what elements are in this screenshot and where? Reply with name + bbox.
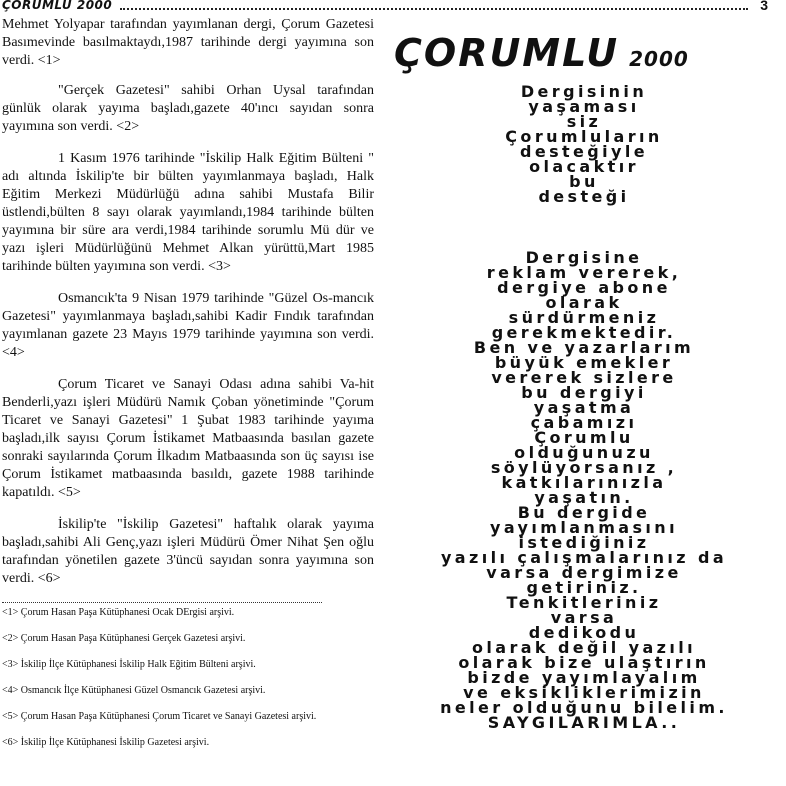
article-paragraph: 1 Kasım 1976 tarihinde "İskilip Halk Eğitim Bülteni " adı altında İskilip'te bir bülten yayımlanmaya başladı, Halk Eğitim Merkezi Müdürlüğü adına sahibi Mustafa Bilir üstlendi,bülten 8 sayı olarak yayımlandı,1984 tarihinde bülten yayımına bir süre ara verdi,1984 tarihinde sorumlu Mü dür ve yazı işleri Müdürlüğünü Mehmet Alkan yürüttü,Mart 1985 tarihinde bülten yayımına son verdi. <3> — [2, 151, 374, 274]
title-year: 2000 — [629, 47, 689, 71]
message-line: desteğiyle — [519, 142, 649, 161]
appeal-message — [386, 250, 782, 730]
footnote: <2> Çorum Hasan Paşa Kütüphanesi Gerçek Gazetesi arşivi. — [2, 633, 246, 644]
message-line: SAYGILARIMLA.. — [487, 713, 681, 732]
support-message — [386, 84, 782, 204]
message-line: katkılarınızla — [501, 473, 667, 492]
message-line: desteği — [538, 187, 630, 206]
message-line: vererek sizlere — [491, 368, 677, 387]
message-line: bu — [569, 172, 599, 191]
footnote: <3> İskilip İlçe Kütüphanesi İskilip Halk Eğitim Bülteni arşivi. — [2, 659, 256, 670]
magazine-title — [386, 30, 782, 82]
message-line: Ben ve yazarlarım — [473, 338, 695, 357]
footnote: <1> Çorum Hasan Paşa Kütüphanesi Ocak DErgisi arşivi. — [2, 607, 235, 618]
message-line: dergiye abone — [497, 278, 671, 297]
page-header — [2, 0, 768, 14]
message-line: Çorumlu — [534, 428, 634, 447]
message-line: Bu dergide — [517, 503, 651, 522]
article-paragraph: Osmancık'ta 9 Nisan 1979 tarihinde "Güzel Os-mancık Gazetesi" yayımlanmaya başladı,sahibi Kadir Fındık tarafından yayımlanan gazete 23 Mayıs 1979 tarihinde yayımına son verdi. <4> — [2, 291, 374, 360]
article-paragraph: İskilip'te "İskilip Gazetesi" haftalık olarak yayıma başladı,sahibi Ali Genç,yazı işleri Müdürü Ömer Nihat Şen oğlu tarafından yönetilen gazete 3'üncü sayıdan sonra yayımına son verdi. <6> — [2, 517, 374, 586]
page-number: 3 — [760, 0, 768, 13]
title-name: ÇORUMLU — [394, 31, 620, 75]
message-line: olarak değil yazılı — [471, 638, 697, 657]
article-paragraph: Mehmet Yolyapar tarafından yayımlanan dergi, Çorum Gazetesi Basımevinde basılmaktaydı,1987 tarihinde dergi yayımına son verdi. <1> — [2, 17, 374, 68]
header-dotted-leader — [120, 8, 748, 10]
message-line: çabamızı — [530, 413, 638, 432]
message-line: söylüyorsanız , — [490, 458, 678, 477]
message-line: olarak bize ulaştırın — [458, 653, 710, 672]
message-line: gerekmektedir. — [491, 323, 677, 342]
message-line: bu dergiyi — [521, 383, 647, 402]
message-line: reklam vererek, — [486, 263, 682, 282]
article-paragraph: Çorum Ticaret ve Sanayi Odası adına sahibi Va-hit Benderli,yazı işleri Müdürü Namık Çoban yönetiminde "Çorum Ticaret ve Sanayi Gazetesi" 1 Şubat 1983 tarihinde yayıma başladı,ilk sayısı Çorum İstikamet Matbaasında basılan gazete sonraki sayılarında Çorum İlkadım Matbaasında son üç sayısı ise Çorum İstikamet matbaasında basıldı, gazete 1988 tarihinde kapatıldı. <5> — [2, 377, 374, 500]
message-line: varsa — [550, 608, 618, 627]
article-column — [2, 16, 374, 763]
message-line: Dergisinin — [520, 82, 648, 101]
message-line: olarak — [545, 293, 623, 312]
message-line: siz — [566, 112, 602, 131]
message-line: Çorumluların — [505, 127, 663, 146]
message-line: yazılı çalışmalarınız da — [440, 548, 728, 567]
footnote: <6> İskilip İlçe Kütüphanesi İskilip Gazetesi arşivi. — [2, 737, 210, 748]
message-line: getiriniz. — [526, 578, 642, 597]
message-line: olduğunuzu — [514, 443, 654, 462]
message-line: Tenkitleriniz — [506, 593, 662, 612]
message-line: neler olduğunu bilelim. — [440, 698, 728, 717]
message-line: Dergisine — [525, 248, 643, 267]
article-paragraph: "Gerçek Gazetesi" sahibi Orhan Uysal tarafından günlük olarak yayıma başladı,gazete 40'ıncı sayıdan sonra yayımına son verdi. <2> — [2, 83, 374, 134]
message-line: olacaktır — [529, 157, 639, 176]
message-line: yaşatma — [533, 398, 635, 417]
message-line: yaşatın. — [534, 488, 634, 507]
message-line: yayımlanmasını — [490, 518, 678, 537]
announcement-column — [386, 30, 782, 730]
message-line: büyük emekler — [494, 353, 674, 372]
message-line: bizde yayımlayalım — [467, 668, 701, 687]
footnote-divider — [2, 602, 322, 603]
footnote: <5> Çorum Hasan Paşa Kütüphanesi Çorum Ticaret ve Sanayi Gazetesi arşivi. — [2, 711, 317, 722]
message-line: yaşaması — [528, 97, 640, 116]
message-line: varsa dergimize — [486, 563, 682, 582]
message-line: istediğiniz — [518, 533, 650, 552]
footnote: <4> Osmancık İlçe Kütüphanesi Güzel Osmancık Gazetesi arşivi. — [2, 685, 266, 696]
header-brand: ÇORUMLU 2000 — [2, 0, 113, 12]
message-line: sürdürmeniz — [508, 308, 660, 327]
message-line: dedikodu — [528, 623, 640, 642]
message-line: ve eksikliklerimizin — [463, 683, 705, 702]
